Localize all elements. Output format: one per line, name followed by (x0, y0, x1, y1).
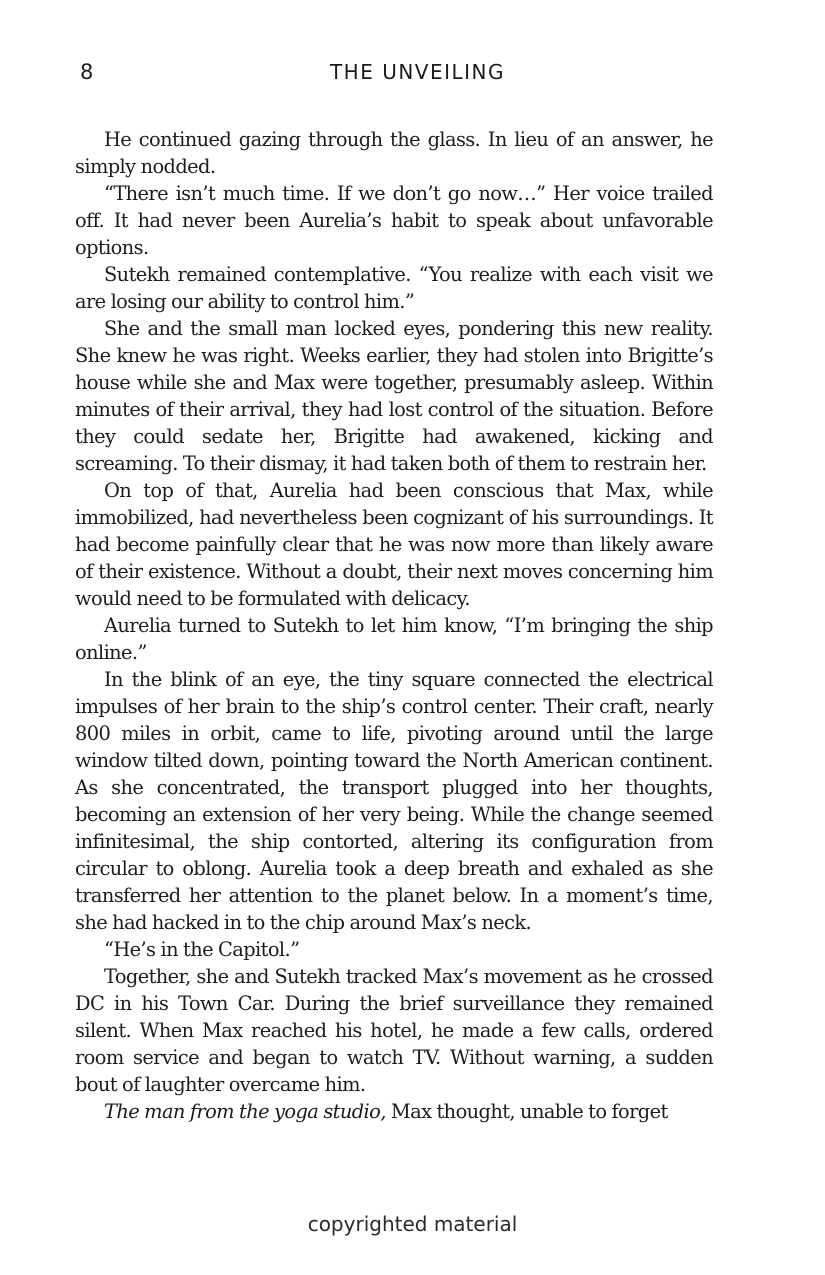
italic-phrase: The man from the yoga studio, (104, 1100, 386, 1123)
paragraph: On top of that, Aurelia had been conscious that Max, while immobilized, had nevertheless been cognizant of his surroundings. It had become painfully clear that he was now more than likely aware of their existence. Without a doubt, their next moves concerning him would need to be formulated with delicacy. (75, 479, 713, 610)
last-paragraph (75, 1098, 713, 1125)
paragraph: Sutekh remained contemplative. “You realize with each visit we are losing our ability to control him.” (75, 263, 713, 313)
paragraph-continuation: Max thought, unable to forget (385, 1100, 668, 1123)
copyright-footer: copyrighted material (307, 1212, 518, 1236)
paragraph: He continued gazing through the glass. In lieu of an answer, he simply nodded. (75, 128, 713, 178)
page-number: 8 (80, 60, 95, 84)
running-title: THE UNVEILING (329, 60, 506, 84)
paragraph: In the blink of an eye, the tiny square connected the electrical impulses of her brain to the ship’s control center. Their craft, nearly 800 miles in orbit, came to life, pivoting around until the large window tilted down, pointing toward the North American continent. As she concentrated, the transport plugged into her thoughts, becoming an extension of her very being. While the change seemed infinitesimal, the ship contorted, altering its configuration from circular to oblong. Aurelia took a deep breath and exhaled as she transferred her attention to the planet below. In a moment’s time, she had hacked in to the chip around Max’s neck. (75, 668, 713, 934)
paragraph: She and the small man locked eyes, pondering this new reality. She knew he was right. Weeks earlier, they had stolen into Brigitte’s house while she and Max were together, presumably asleep. Within minutes of their arrival, they had lost control of the situation. Before they could sedate her, Brigitte had awakened, kicking and screaming. To their dismay, it had taken both of them to restrain her. (75, 317, 713, 475)
paragraph: “There isn’t much time. If we don’t go now…” Her voice trailed off. It had never been Aurelia’s habit to speak about unfavorable options. (75, 182, 713, 259)
paragraph: Aurelia turned to Sutekh to let him know, “I’m bringing the ship online.” (75, 614, 713, 664)
body-text (75, 126, 713, 1125)
paragraph: “He’s in the Capitol.” (104, 938, 300, 961)
paragraph: Together, she and Sutekh tracked Max’s movement as he crossed DC in his Town Car. During the brief surveillance they remained silent. When Max reached his hotel, he made a few calls, ordered room service and began to watch TV. Without warning, a sudden bout of laughter overcame him. (75, 965, 713, 1096)
